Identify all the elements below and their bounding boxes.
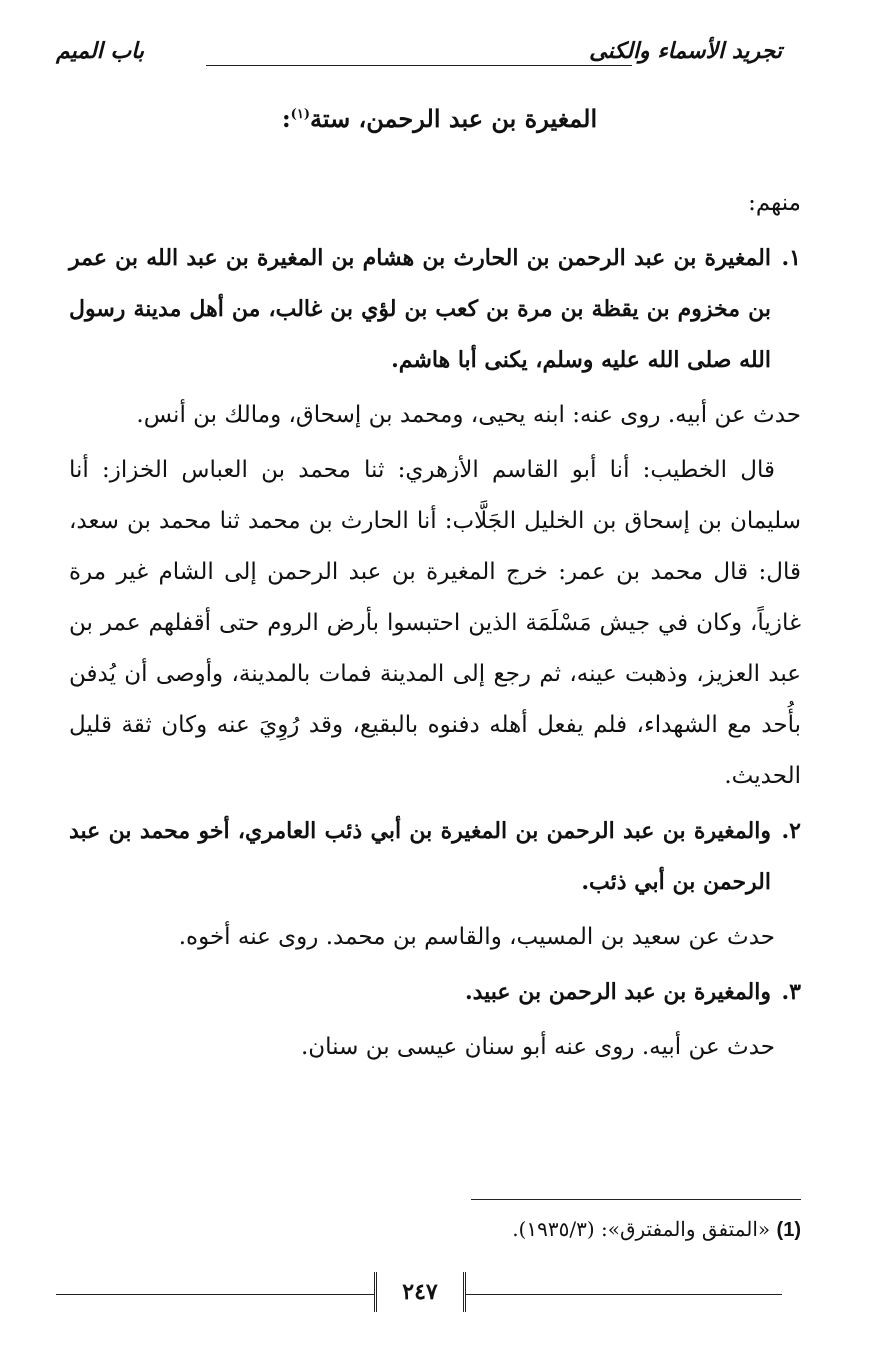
entry-number: ٢. <box>781 818 801 844</box>
intro-text: منهم: <box>748 190 801 216</box>
book-title: تجريد الأسماء والكنى <box>589 38 782 64</box>
footnote-marker: (١) <box>290 107 310 122</box>
footnote-number: (1) <box>776 1219 801 1241</box>
entry-2 <box>69 806 801 908</box>
paragraph: قال الخطيب: أنا أبو القاسم الأزهري: ثنا محمد بن العباس الخزاز: أنا سليمان بن إسحاق بن الخليل الجَلَّاب: أنا الحارث بن محمد ثنا محمد بن سعد، قال: قال محمد بن عمر: خرج المغيرة بن عبد الرحمن إلى الشام غير مرة غازياً، وكان في جيش مَسْلَمَة الذين احتبسوا بأرض الروم حتى أقفلهم عمر بن عبد العزيز، وذهبت عينه، ثم رجع إلى المدينة فمات بالمدينة، وأوصى أن يُدفن بأُحد مع الشهداء، فلم يفعل أهله دفنوه بالبقيع، وقد رُوِيَ عنه وكان ثقة قليل الحديث. <box>69 457 801 789</box>
entry-3 <box>69 967 801 1018</box>
entry-heading-text: المغيرة بن عبد الرحمن، ستة <box>309 104 598 133</box>
page-number: ٢٤٧ <box>374 1272 466 1312</box>
entry-name: والمغيرة بن عبد الرحمن بن المغيرة بن أبي ذئب العامري، أخو محمد بن عبد الرحمن بن أبي ذئب. <box>69 818 771 895</box>
paragraph: حدث عن أبيه. روى عنه: ابنه يحيى، ومحمد بن إسحاق، ومالك بن أنس. <box>136 402 801 428</box>
entry-number: ١. <box>781 245 801 271</box>
running-header <box>56 36 782 76</box>
entry-heading <box>0 104 879 133</box>
main-text <box>69 178 801 1077</box>
entry-1 <box>69 233 801 386</box>
header-rule <box>206 65 632 66</box>
entry-name: والمغيرة بن عبد الرحمن بن عبيد. <box>464 979 771 1005</box>
entry-heading-suffix: : <box>281 104 291 133</box>
entry-number: ٣. <box>781 979 801 1005</box>
entry-name: المغيرة بن عبد الرحمن بن الحارث بن هشام بن المغيرة بن عبد الله بن عمر بن مخزوم بن يقظة بن مرة بن كعب بن لؤي بن غالب، من أهل مدينة رسول الله صلى الله عليه وسلم، يكنى أبا هاشم. <box>69 245 771 373</box>
footnote-text: «المتفق والمفترق»: (١٩٣٥/٣). <box>512 1217 771 1241</box>
footnote-rule <box>471 1199 801 1200</box>
paragraph: حدث عن أبيه. روى عنه أبو سنان عيسى بن سنان. <box>300 1034 775 1060</box>
chapter-title: باب الميم <box>56 38 145 64</box>
page-footer <box>56 1268 782 1318</box>
paragraph: حدث عن سعيد بن المسيب، والقاسم بن محمد. روى عنه أخوه. <box>178 924 775 950</box>
footnote <box>69 1212 801 1247</box>
